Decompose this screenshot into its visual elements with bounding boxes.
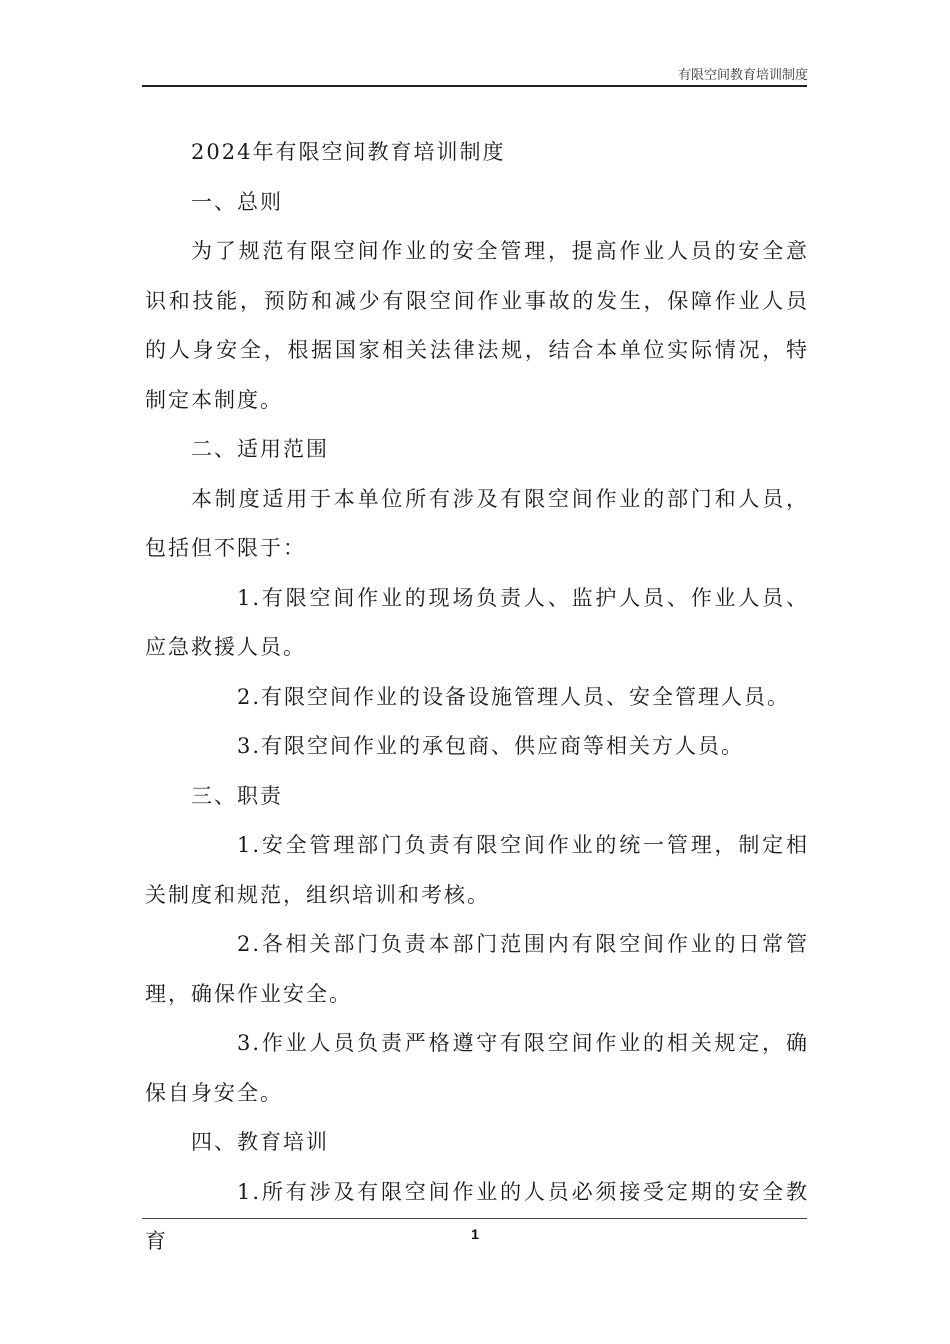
list-item-duties-1: 1.安全管理部门负责有限空间作业的统一管理，制定相关制度和规范，组织培训和考核。 xyxy=(145,833,809,907)
list-item-scope-3: 3.有限空间作业的承包商、供应商等相关方人员。 xyxy=(237,734,745,758)
list-item-scope-1: 1.有限空间作业的现场负责人、监护人员、作业人员、应急救援人员。 xyxy=(145,585,809,659)
section-heading-training: 四、教育培训 xyxy=(191,1130,329,1154)
paragraph-scope: 本制度适用于本单位所有涉及有限空间作业的部门和人员，包括但不限于： xyxy=(145,486,809,560)
page-number: 1 xyxy=(471,1226,479,1242)
running-header: 有限空间教育培训制度 xyxy=(677,68,808,83)
document-title: 2024年有限空间教育培训制度 xyxy=(191,140,506,164)
section-heading-duties: 三、职责 xyxy=(191,783,283,808)
list-item-duties-2: 2.各相关部门负责本部门范围内有限空间作业的日常管理，确保作业安全。 xyxy=(145,932,809,1006)
header-rule xyxy=(142,85,807,87)
footer-rule xyxy=(142,1218,807,1219)
list-item-training-1: 1.所有涉及有限空间作业的人员必须接受定期的安全教育 xyxy=(145,1179,809,1253)
section-heading-scope: 二、适用范围 xyxy=(191,437,329,461)
document-body xyxy=(145,128,809,1267)
section-heading-general: 一、总则 xyxy=(191,189,283,214)
paragraph-purpose: 为了规范有限空间作业的安全管理，提高作业人员的安全意识和技能，预防和减少有限空间作业事故的发生，保障作业人员的人身安全，根据国家相关法律法规，结合本单位实际情况，特制定本制度。 xyxy=(145,239,809,412)
list-item-duties-3: 3.作业人员负责严格遵守有限空间作业的相关规定，确保自身安全。 xyxy=(145,1031,809,1105)
list-item-scope-2: 2.有限空间作业的设备设施管理人员、安全管理人员。 xyxy=(237,684,791,709)
